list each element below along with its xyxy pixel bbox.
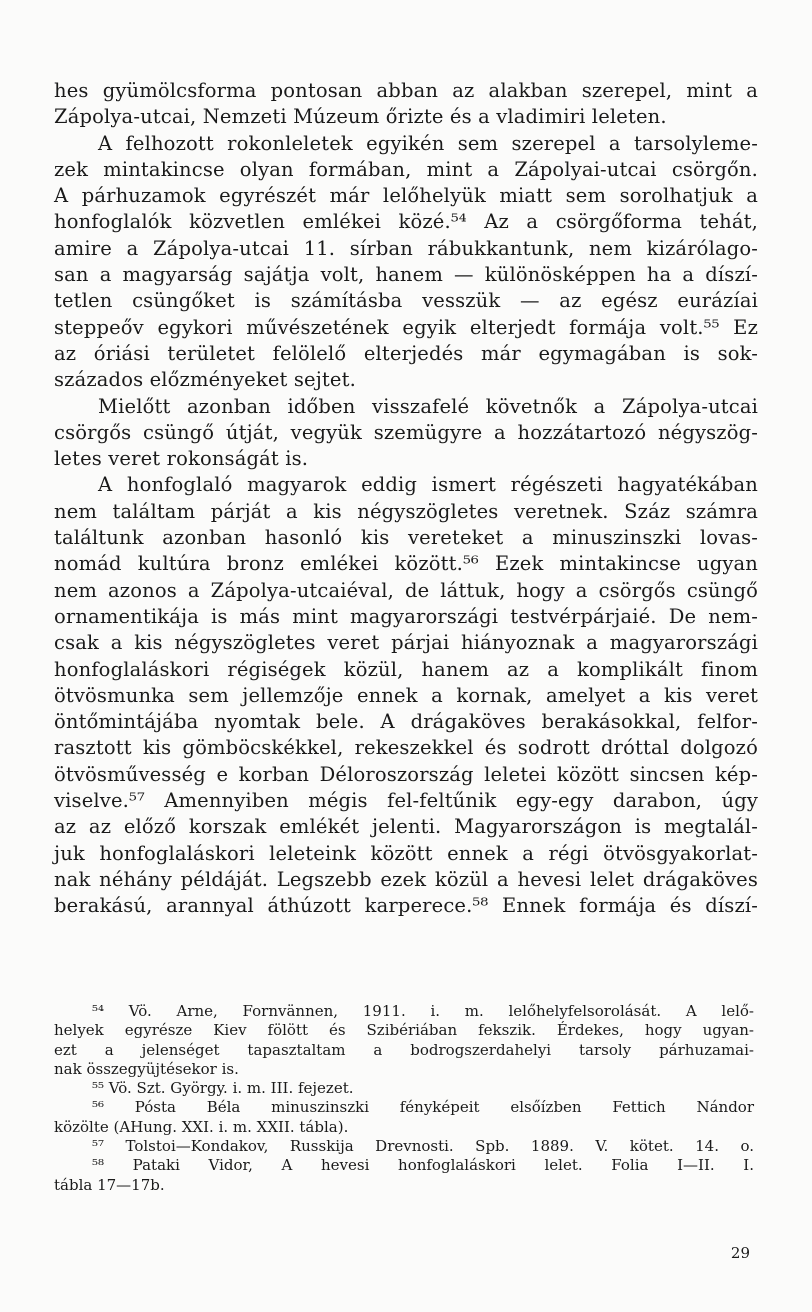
text-line: honfoglalók közvetlen emlékei közé.⁵⁴ Az a csörgőforma tehát,	[54, 210, 758, 234]
footnote-line: ⁵⁵ Vö. Szt. György. i. m. III. fejezet.	[92, 1079, 354, 1098]
text-line: steppeőv egykori művészetének egyik elterjedt formája volt.⁵⁵ Ez	[54, 315, 758, 339]
text-line: A párhuzamok egyrészét már lelőhelyük miatt sem sorolhatjuk a	[54, 184, 758, 208]
text-line: letes veret rokonságát is.	[54, 447, 309, 471]
text-line: találtunk azonban hasonló kis vereteket a minuszinszki lovas-	[54, 526, 758, 550]
footnote-line: közölte (AHung. XXI. i. m. XXII. tábla).	[54, 1117, 349, 1136]
text-line: az az előző korszak emlékét jelenti. Magyarországon is megtalál-	[54, 815, 758, 839]
text-line: csak a kis négyszögletes veret párjai hiányoznak a magyarországi	[54, 631, 758, 655]
text-line: A felhozott rokonleletek egyikén sem szerepel a tarsolyleme-	[98, 131, 758, 155]
footnote-line: tábla 17—17b.	[54, 1175, 165, 1194]
text-line: honfoglaláskori régiségek közül, hanem az a komplikált finom	[54, 657, 758, 681]
footnote-line: ⁵⁷ Tolstoi—Kondakov, Russkija Drevnosti. Spb. 1889. V. kötet. 14. o.	[92, 1137, 754, 1156]
text-line: amire a Zápolya-utcai 11. sírban rábukkantunk, nem kizárólago-	[54, 236, 758, 260]
text-line: zek mintakincse olyan formában, mint a Zápolyai-utcai csörgőn.	[54, 157, 758, 181]
text-line: százados előzményeket sejtet.	[54, 368, 356, 392]
text-line: ornamentikája is más mint magyarországi testvérpárjaié. De nem-	[54, 604, 758, 628]
text-line: ötvösmunka sem jellemzője ennek a kornak, amelyet a kis veret	[54, 683, 758, 707]
text-line: Mielőtt azonban időben visszafelé követnők a Zápolya-utcai	[98, 394, 758, 418]
text-line: ötvösművesség e korban Déloroszország leletei között sincsen kép-	[54, 762, 758, 786]
text-line: Zápolya-utcai, Nemzeti Múzeum őrizte és a vladimiri leleten.	[54, 105, 667, 129]
text-line: az óriási területet felölelő elterjedés már egymagában is sok-	[54, 341, 758, 365]
text-line: nem találtam párját a kis négyszögletes veretnek. Száz számra	[54, 499, 758, 523]
footnote-line: ⁵⁴ Vö. Arne, Fornvännen, 1911. i. m. lelőhelyfelsorolását. A lelő-	[92, 1002, 754, 1020]
footnote-line: ⁵⁸ Pataki Vidor, A hevesi honfoglaláskori lelet. Folia I—II. I.	[92, 1156, 754, 1175]
text-line: A honfoglaló magyarok eddig ismert régészeti hagyatékában	[98, 473, 758, 497]
text-line: nak néhány példáját. Legszebb ezek közül a hevesi lelet drágaköves	[54, 867, 758, 891]
page-number: 29	[730, 1244, 750, 1262]
text-line: juk honfoglaláskori leleteink között ennek a régi ötvösgyakorlat-	[54, 841, 758, 865]
text-line: öntőmintájába nyomtak bele. A drágaköves berakásokkal, felfor-	[54, 710, 758, 734]
text-line: tetlen csüngőket is számításba vesszük — az egész eurázíai	[54, 289, 758, 313]
text-line: san a magyarság sajátja volt, hanem — különösképpen ha a díszí-	[54, 263, 758, 287]
text-line: nomád kultúra bronz emlékei között.⁵⁶ Ezek mintakincse ugyan	[54, 552, 758, 576]
footnote-line: nak összegyüjtésekor is.	[54, 1059, 239, 1078]
text-line: csörgős csüngő útját, vegyük szemügyre a hozzátartozó négyszög-	[54, 420, 758, 444]
text-line: nem azonos a Zápolya-utcaiéval, de láttuk, hogy a csörgős csüngő	[54, 578, 758, 602]
text-line: viselve.⁵⁷ Amennyiben mégis fel-feltűnik egy-egy darabon, úgy	[54, 789, 758, 813]
footnote-line: ezt a jelenséget tapasztaltam a bodrogszerdahelyi tarsoly párhuzamai-	[54, 1040, 754, 1059]
text-line: hes gyümölcsforma pontosan abban az alakban szerepel, mint a	[54, 79, 758, 102]
footnotes	[54, 1002, 754, 1195]
footnote-line: ⁵⁶ Pósta Béla minuszinszki fényképeit elsőízben Fettich Nándor	[92, 1098, 754, 1117]
main-text	[54, 78, 758, 920]
footnote-line: helyek egyrésze Kiev fölött és Szibériában fekszik. Érdekes, hogy ugyan-	[54, 1021, 754, 1040]
text-line: berakású, arannyal áthúzott karperece.⁵⁸ Ennek formája és díszí-	[54, 894, 758, 918]
text-line: rasztott kis gömböcskékkel, rekeszekkel és sodrott dróttal dolgozó	[54, 736, 758, 760]
